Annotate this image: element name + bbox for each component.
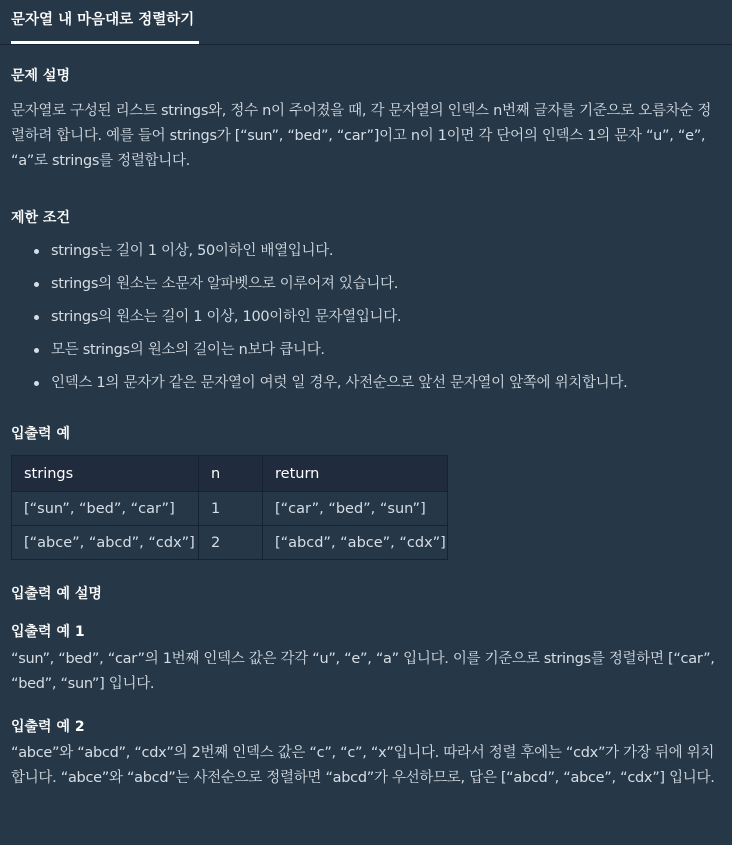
bullet-icon — [34, 282, 39, 287]
example-2-title: 입출력 예 2 — [11, 719, 85, 735]
table-row — [12, 492, 448, 526]
tab-bar — [0, 0, 732, 45]
cell-strings: [“abce”, “abcd”, “cdx”] — [12, 526, 199, 560]
table-row — [12, 526, 448, 560]
column-header-strings: strings — [12, 456, 199, 492]
constraints-heading: 제한 조건 — [11, 210, 70, 226]
tab-problem-title[interactable]: 문자열 내 마음대로 정렬하기 — [11, 12, 195, 28]
bullet-icon — [34, 315, 39, 320]
active-tab-indicator — [11, 41, 199, 44]
example-1-title: 입출력 예 1 — [11, 624, 85, 640]
explanation-heading: 입출력 예 설명 — [11, 586, 102, 602]
examples-heading: 입출력 예 — [11, 426, 70, 442]
constraints-list — [11, 239, 723, 404]
constraint-item: 모든 strings의 원소의 길이는 n보다 큽니다. — [11, 338, 723, 371]
constraint-item: 인덱스 1의 문자가 같은 문자열이 여럿 일 경우, 사전순으로 앞선 문자열이 앞쪽에 위치합니다. — [11, 371, 723, 404]
example-1-text: “sun”, “bed”, “car”의 1번째 인덱스 값은 각각 “u”, “e”, “a” 입니다. 이를 기준으로 strings를 정렬하면 [“car”, “bed”, “sun”] 입니다. — [11, 651, 715, 692]
constraint-item: strings의 원소는 소문자 알파벳으로 이루어져 있습니다. — [11, 272, 723, 305]
cell-return: [“car”, “bed”, “sun”] — [263, 492, 448, 526]
column-header-return: return — [263, 456, 448, 492]
example-2-text: “abce”와 “abcd”, “cdx”의 2번째 인덱스 값은 “c”, “c”, “x”입니다. 따라서 정렬 후에는 “cdx”가 가장 뒤에 위치합니다. “abce”와 “abcd”는 사전순으로 정렬하면 “abcd”가 우선하므로, 답은 [“abcd”, “abce”, “cdx”] 입니다. — [11, 745, 715, 786]
cell-n: 2 — [199, 526, 263, 560]
column-header-n: n — [199, 456, 263, 492]
problem-description-heading: 문제 설명 — [11, 68, 70, 84]
constraint-item: strings는 길이 1 이상, 50이하인 배열입니다. — [11, 239, 723, 272]
problem-description-text: 문자열로 구성된 리스트 strings와, 정수 n이 주어졌을 때, 각 문자열의 인덱스 n번째 글자를 기준으로 오름차순 정렬하려 합니다. 예를 들어 strings가 [“sun”, “bed”, “car”]이고 n이 1이면 각 단어의 인덱스 1의 문자 “u”, “e”, “a”로 strings를 정렬합니다. — [11, 103, 712, 169]
bullet-icon — [34, 249, 39, 254]
cell-n: 1 — [199, 492, 263, 526]
table-header-row — [12, 456, 448, 492]
bullet-icon — [34, 381, 39, 386]
examples-table — [11, 455, 448, 560]
cell-return: [“abcd”, “abce”, “cdx”] — [263, 526, 448, 560]
bullet-icon — [34, 348, 39, 353]
cell-strings: [“sun”, “bed”, “car”] — [12, 492, 199, 526]
constraint-item: strings의 원소는 길이 1 이상, 100이하인 문자열입니다. — [11, 305, 723, 338]
